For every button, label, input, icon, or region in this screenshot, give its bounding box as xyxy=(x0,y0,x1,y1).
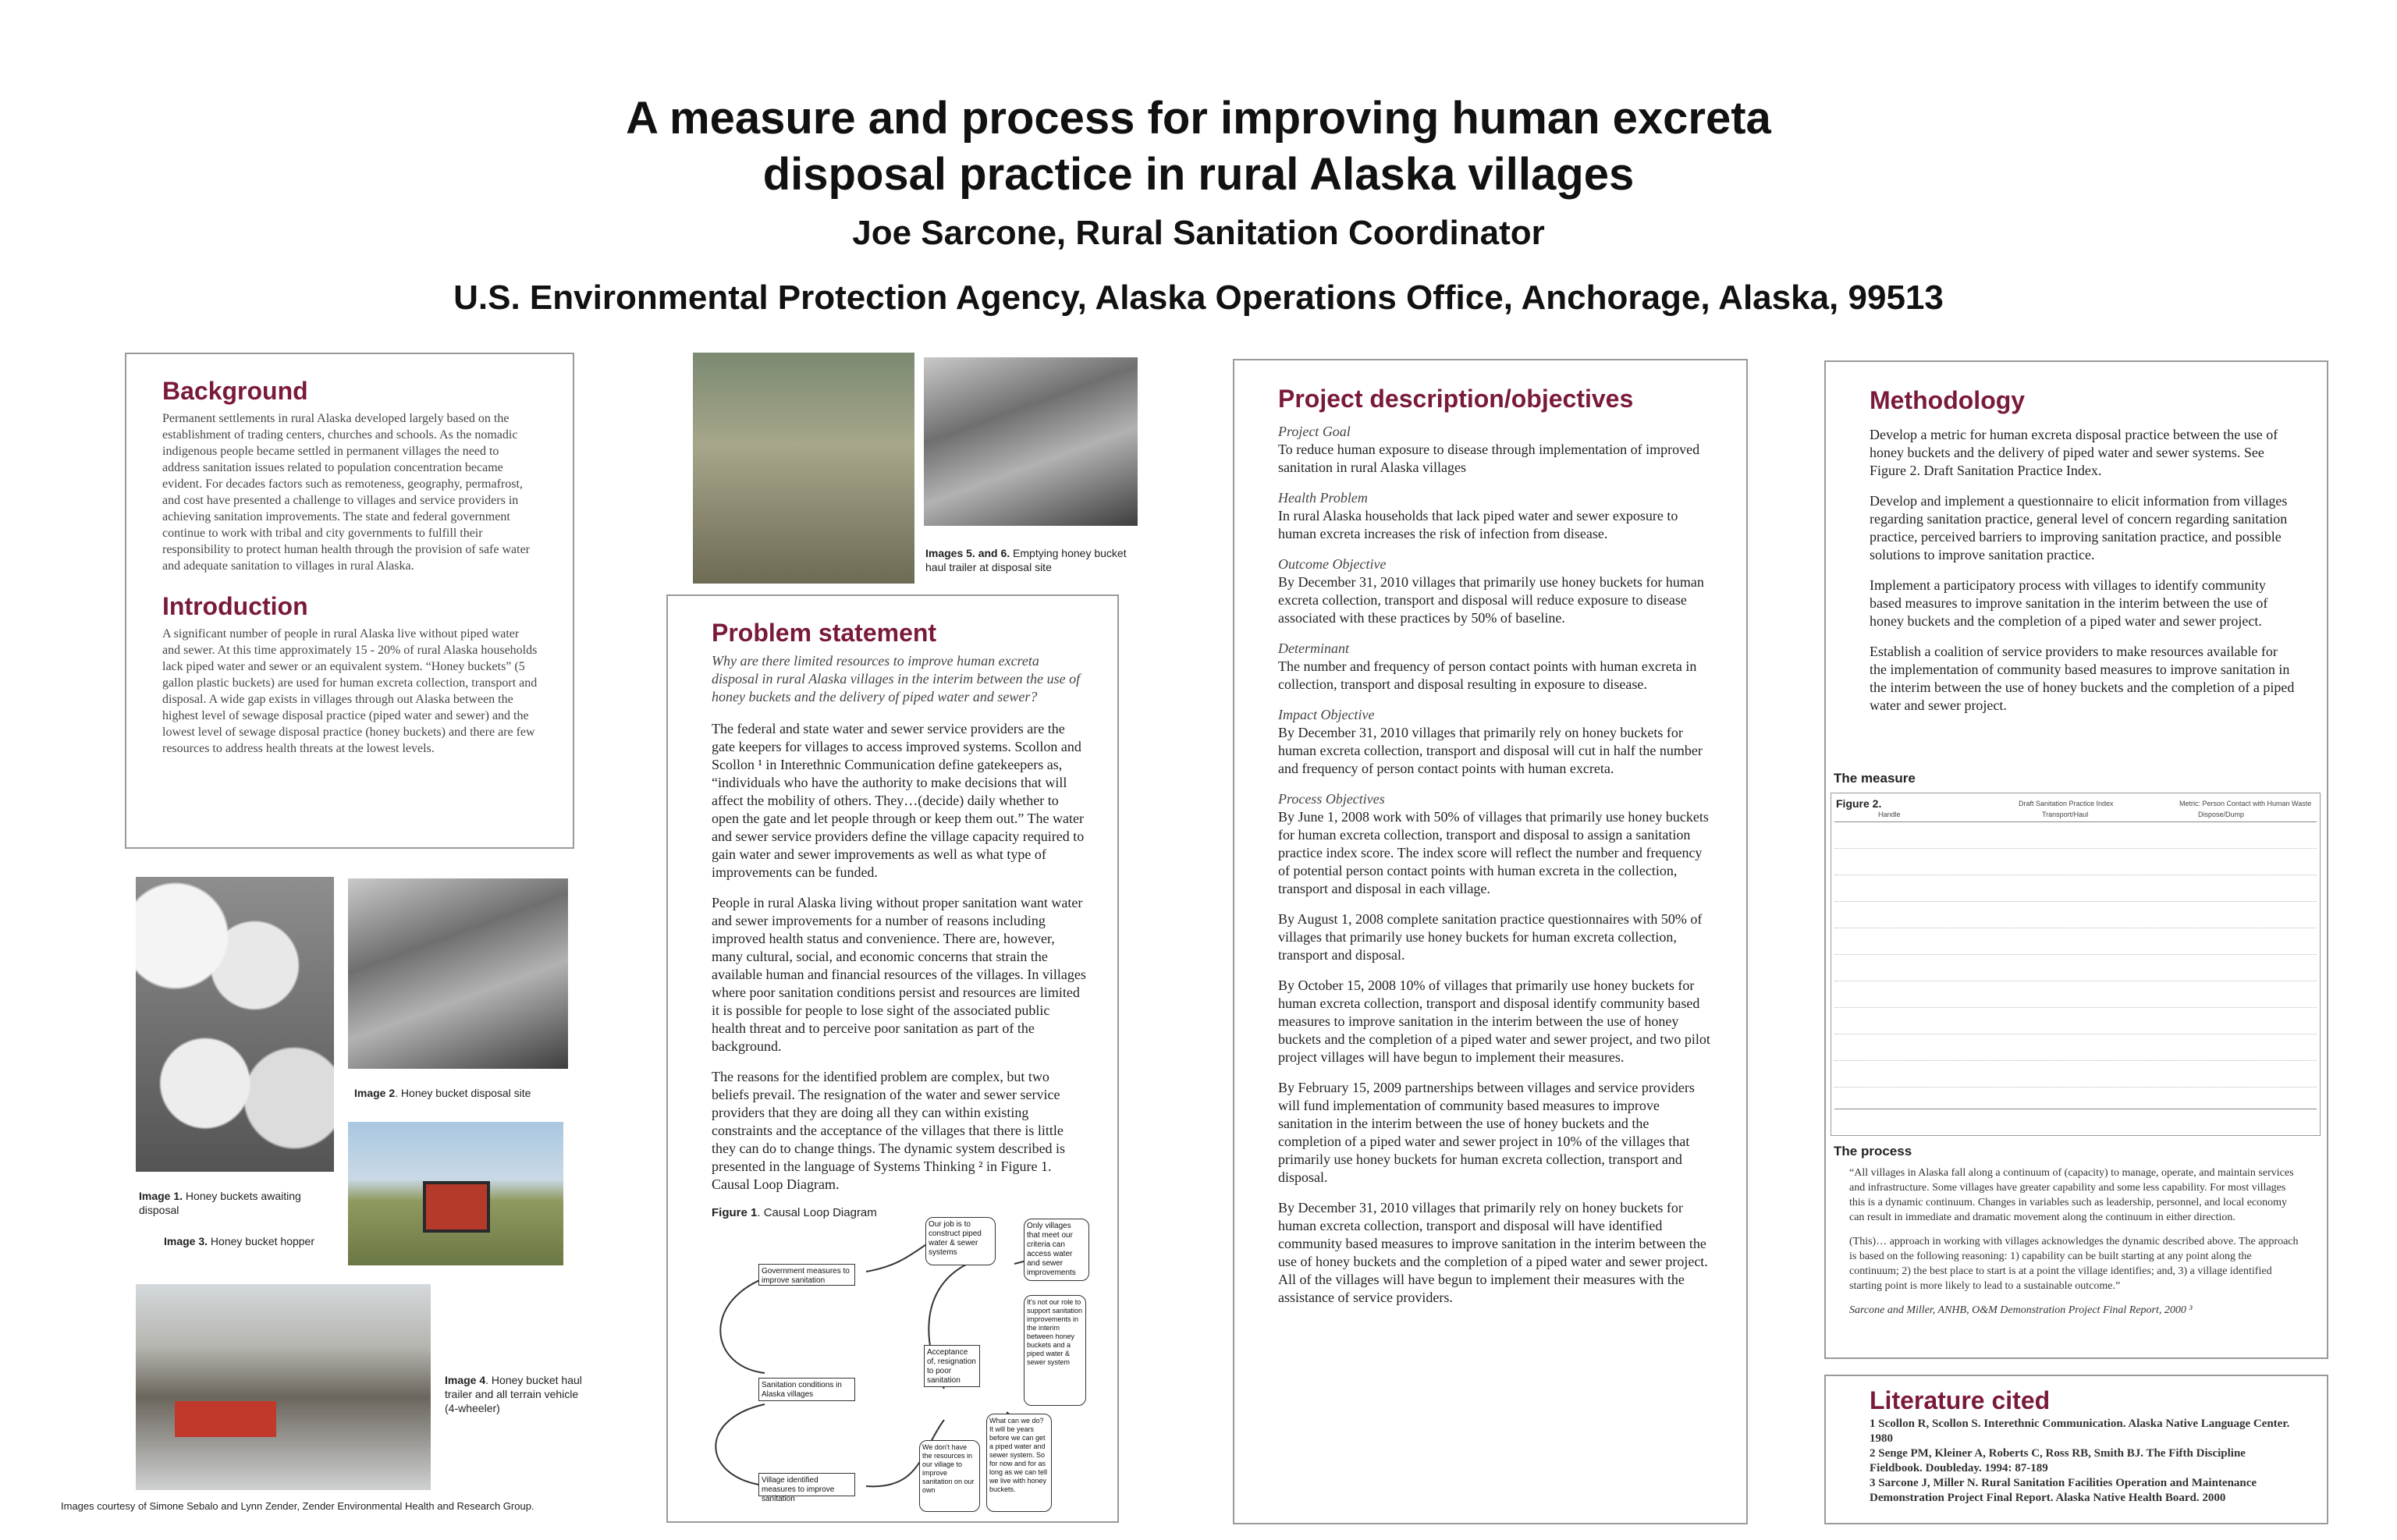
poster-title-line1: A measure and process for improving human excreta xyxy=(626,93,1771,144)
figure-1-label-text: . Causal Loop Diagram xyxy=(757,1206,877,1219)
methodology-paragraph-4: Establish a coalition of service providers to make resources available for the implementation of community based measures to improve sanitation in the interim between the use of honey buckets and the completion of a piped water and sewer project. xyxy=(1870,644,2295,713)
process-objective-1: By June 1, 2008 work with 50% of villages that primarily use honey buckets for human excreta collection, transport and disposal to assign a sanitation practice index score. The index score will reflect the number and frequency of potential person contact points with human excreta in the collection, transport and disposal in each village. xyxy=(1278,809,1709,896)
methodology-paragraph-1: Develop a metric for human excreta disposal practice between the use of honey buckets and the delivery of piped water and sewer systems. See Figure 2. Draft Sanitation Practice Index. xyxy=(1870,427,2278,478)
image-2-photo xyxy=(348,878,568,1069)
image-3-caption xyxy=(164,1234,359,1248)
the-measure-label: The measure xyxy=(1834,771,1916,786)
project-goal-label: Project Goal xyxy=(1278,424,1351,439)
background-text: Permanent settlements in rural Alaska developed largely based on the establishment of trading centers, churches and schools. As the nomadic indigenous people became settled in permanent villages the need to address sanitation issues related to population concentration became evident. For decades factors such as remoteness, geography, permafrost, and cost have presented a challenge to villages and service providers in achieving sanitation improvements. The state and federal government continue to work with tribal and city governments to fulfill their responsibility to protect human health through the provision of safe water and adequate sanitation to villages in rural Alaska. xyxy=(162,412,530,573)
project-heading: Project description/objectives xyxy=(1278,385,1634,413)
introduction-text: A significant number of people in rural Alaska live without piped water and sewer. At this time approximately 15 - 20% of rural Alaska households lack piped water and sewer or an equivalent system. “Honey buckets” (5 gallon plastic buckets) are used for human excreta collection, transport and disposal. A wide gap exists in villages through out Alaska between the highest level of sewage disposal practice (piped water and sewer) and the lowest level of sewage disposal practice (honey buckets) and there are few resources to address health threats at the lowest levels. xyxy=(162,627,538,755)
loop-node-not-our-role: It's not our role to support sanitation improvements in the interim between honey buckets and a piped water & sewer system xyxy=(1024,1295,1086,1406)
image-2-caption-label: Image 2 xyxy=(354,1087,396,1099)
literature-heading: Literature cited xyxy=(1870,1386,2051,1414)
problem-paragraph-1: The federal and state water and sewer service providers are the gate keepers for villages to access improved systems. Scollon and Scollon ¹ in Interethnic Communication define gatekeepers as, “individuals who have the authority to make decisions that will affect the mobility of others. They…(decide) daily whether to open the gate and let people through or keep them out.” The water and sewer service providers define the village capacity required to gain water and sewer improvements as well as what type of improvements can be funded. xyxy=(712,721,1085,880)
image-56-caption-text: Emptying honey bucket haul trailer at disposal site xyxy=(925,547,1127,573)
methodology-paragraph-3: Implement a participatory process with villages to identify community based measures to improve sanitation in the interim between the use of honey buckets and the completion of a piped water and sewer project. xyxy=(1870,577,2268,629)
loop-node-our-job: Our job is to construct piped water & sewer systems xyxy=(925,1217,996,1265)
project-goal: To reduce human exposure to disease through implementation of improved sanitation in rural Alaska villages xyxy=(1278,442,1700,475)
image-3-photo xyxy=(348,1122,563,1265)
image-4-photo xyxy=(136,1284,431,1490)
image-2-caption-text: . Honey bucket disposal site xyxy=(395,1087,531,1099)
image-56-caption xyxy=(925,546,1135,574)
image-6-photo xyxy=(924,357,1138,526)
image-4-caption-text: . Honey bucket haul trailer and all terrain vehicle (4-wheeler) xyxy=(445,1374,582,1414)
poster-title-line2: disposal practice in rural Alaska villages xyxy=(762,149,1635,200)
problem-paragraph-3: The reasons for the identified problem are complex, but two beliefs prevail. The resignation of the water and sewer service providers that they are doing all they can within existing constraints and the acceptance of the villages that there is little they can do to change things. The dynamic system described is presented in the language of Systems Thinking ² in Figure 1. Causal Loop Diagram. xyxy=(712,1069,1066,1192)
project-panel xyxy=(1233,359,1748,1524)
figure-2-title-right: Metric: Person Contact with Human Waste xyxy=(2179,800,2312,807)
loop-node-government: Government measures to improve sanitation xyxy=(758,1264,855,1286)
image-3-caption-label: Image 3. xyxy=(164,1235,208,1247)
process-quote-source: Sarcone and Miller, ANHB, O&M Demonstration Project Final Report, 2000 ³ xyxy=(1849,1304,2193,1316)
loop-node-village: Village identified measures to improve sanitation xyxy=(758,1473,855,1496)
image-1-caption-label: Image 1. xyxy=(139,1190,183,1202)
loop-node-we-dont-have: We don't have the resources in our village to improve sanitation on our own xyxy=(919,1440,980,1512)
image-5-photo xyxy=(693,353,914,584)
figure-2-table xyxy=(1831,793,2321,1136)
column-transport: Transport/Haul xyxy=(2042,811,2089,818)
image-3-caption-text: Honey bucket hopper xyxy=(208,1235,315,1247)
the-process-label: The process xyxy=(1834,1144,1912,1159)
loop-node-only-villages: Only villages that meet our criteria can access water and sewer improvements xyxy=(1024,1219,1089,1281)
process-objectives-label: Process Objectives xyxy=(1278,791,1385,807)
background-panel xyxy=(125,353,574,849)
health-problem: In rural Alaska households that lack piped water and sewer exposure to human excreta increases the risk of infection from disease. xyxy=(1278,508,1678,541)
image-1-photo xyxy=(136,877,334,1172)
image-1-caption xyxy=(139,1189,334,1217)
loop-node-sanitation: Sanitation conditions in Alaska villages xyxy=(758,1378,855,1401)
image-56-caption-label: Images 5. and 6. xyxy=(925,547,1010,559)
poster-author: Joe Sarcone, Rural Sanitation Coordinator xyxy=(852,214,1545,252)
process-quote-2: (This)… approach in working with villages acknowledges the dynamic described above. The approach is based on the following reasoning: 1) capability can be built starting at any point along the continuum; 2) the best place to start is at a point the village identifies; and, 3) a village identified starting point is more likely to lead to a sustainable outcome.” xyxy=(1849,1236,2299,1292)
process-objective-2: By August 1, 2008 complete sanitation practice questionnaires with 50% of villages that primarily use honey buckets for human excreta collection, transport and disposal. xyxy=(1278,911,1703,963)
methodology-paragraph-2: Develop and implement a questionnaire to elicit information from villages regarding sanitation practice, general level of concern regarding sanitation practice, perceived barriers to improving sanitation practice, and possible solutions to improve sanitation practice. xyxy=(1870,493,2288,562)
process-objective-3: By October 15, 2008 10% of villages that primarily use honey buckets for human excreta collection, transport and disposal identify community based measures to improve sanitation in the interim between the use of honey buckets and the completion of a piped water and sewer project, and two pilot project villages will have begun to implement their measures. xyxy=(1278,978,1710,1065)
figure-2-title: Draft Sanitation Practice Index xyxy=(2019,800,2114,807)
image-4-caption-label: Image 4 xyxy=(445,1374,486,1386)
image-4-caption xyxy=(445,1373,582,1415)
process-objective-4: By February 15, 2009 partnerships between villages and service providers will fund implementation of community based measures to improve sanitation in the interim between the use of honey buckets and the completion of a piped water and sewer project in 10% of the villages that primarily use honey buckets for human excreta collection, transport and disposal. xyxy=(1278,1080,1695,1185)
process-objective-5: By December 31, 2010 villages that primarily rely on honey buckets for human excreta collection, transport and disposal will have identified community based measures to improve sanitation in the interim between the use of honey buckets and the completion of a piped water and sewer project. All of the villages will have begun to implement their measures with the assistance of service providers. xyxy=(1278,1200,1708,1305)
problem-question: Why are there limited resources to improve human excreta disposal in rural Alaska villages in the interim between the use of honey buckets and the delivery of piped water and sewer? xyxy=(712,653,1081,704)
outcome-objective: By December 31, 2010 villages that primarily use honey buckets for human excreta collection, transport and disposal will reduce exposure to disease associated with these practices by 50% of baseline. xyxy=(1278,574,1704,626)
column-dispose: Dispose/Dump xyxy=(2198,811,2245,818)
figure-2-label: Figure 2. xyxy=(1836,797,1882,810)
introduction-heading: Introduction xyxy=(162,592,308,620)
determinant-label: Determinant xyxy=(1278,640,1349,656)
column-handle: Handle xyxy=(1878,811,1901,818)
outcome-objective-label: Outcome Objective xyxy=(1278,556,1387,572)
reference-2: 2 Senge PM, Kleiner A, Roberts C, Ross RB, Smith BJ. The Fifth Discipline Fieldbook. Doubleday. 1994: 87-189 xyxy=(1870,1447,2246,1474)
reference-1: 1 Scollon R, Scollon S. Interethnic Communication. Alaska Native Language Center. 1980 xyxy=(1870,1418,2290,1445)
problem-heading: Problem statement xyxy=(712,619,937,647)
impact-objective-label: Impact Objective xyxy=(1278,707,1375,722)
images-credit: Images courtesy of Simone Sebalo and Lynn Zender, Zender Environmental Health and Research Group. xyxy=(61,1500,534,1512)
causal-loop-diagram xyxy=(687,1217,1108,1513)
background-heading: Background xyxy=(162,377,308,405)
health-problem-label: Health Problem xyxy=(1278,490,1368,506)
impact-objective: By December 31, 2010 villages that primarily rely on honey buckets for human excreta collection, transport and disposal will cut in half the number and frequency of person contact points with human excreta. xyxy=(1278,725,1703,776)
loop-node-acceptance: Acceptance of, resignation to poor sanitation xyxy=(924,1345,980,1387)
reference-3: 3 Sarcone J, Miller N. Rural Sanitation Facilities Operation and Maintenance Demonstration Project Final Report. Alaska Native Health Board. 2000 xyxy=(1870,1477,2257,1504)
methodology-heading: Methodology xyxy=(1870,386,2026,414)
image-2-caption xyxy=(354,1086,573,1100)
loop-node-what-can-we-do: What can we do? It will be years before we can get a piped water and sewer system. So for now and for as long as we can tell we live with honey buckets. xyxy=(986,1414,1052,1512)
the-process-quote xyxy=(1849,1166,2302,1318)
literature-panel xyxy=(1824,1375,2328,1524)
determinant: The number and frequency of person contact points with human excreta in collection, transport and disposal resulting in exposure to disease. xyxy=(1278,658,1697,692)
process-quote-1: “All villages in Alaska fall along a continuum of (capacity) to manage, operate, and maintain services and infrastructure. Some villages have greater capability and some less capability. For most villages this is a dynamic continuum. Changes in variables such as leadership, personnel, and local economy can result in immediate and dramatic movement along the continuum in either direction. xyxy=(1849,1167,2294,1223)
figure-1-label-bold: Figure 1 xyxy=(712,1206,758,1219)
problem-paragraph-2: People in rural Alaska living without proper sanitation want water and sewer improvements for a number of reasons including improved health status and convenience. There are, however, many cultural, social, and economic concerns that strain the available human and financial resources of the villages. In villages where poor sanitation conditions persist and resources are limited it is possible for people to lose sight of the associated public health threat and to perceive poor sanitation as part of the background. xyxy=(712,895,1086,1054)
image-1-caption-text: Honey buckets awaiting disposal xyxy=(139,1190,301,1216)
poster-affiliation: U.S. Environmental Protection Agency, Alaska Operations Office, Anchorage, Alaska, 99513 xyxy=(453,279,1944,317)
